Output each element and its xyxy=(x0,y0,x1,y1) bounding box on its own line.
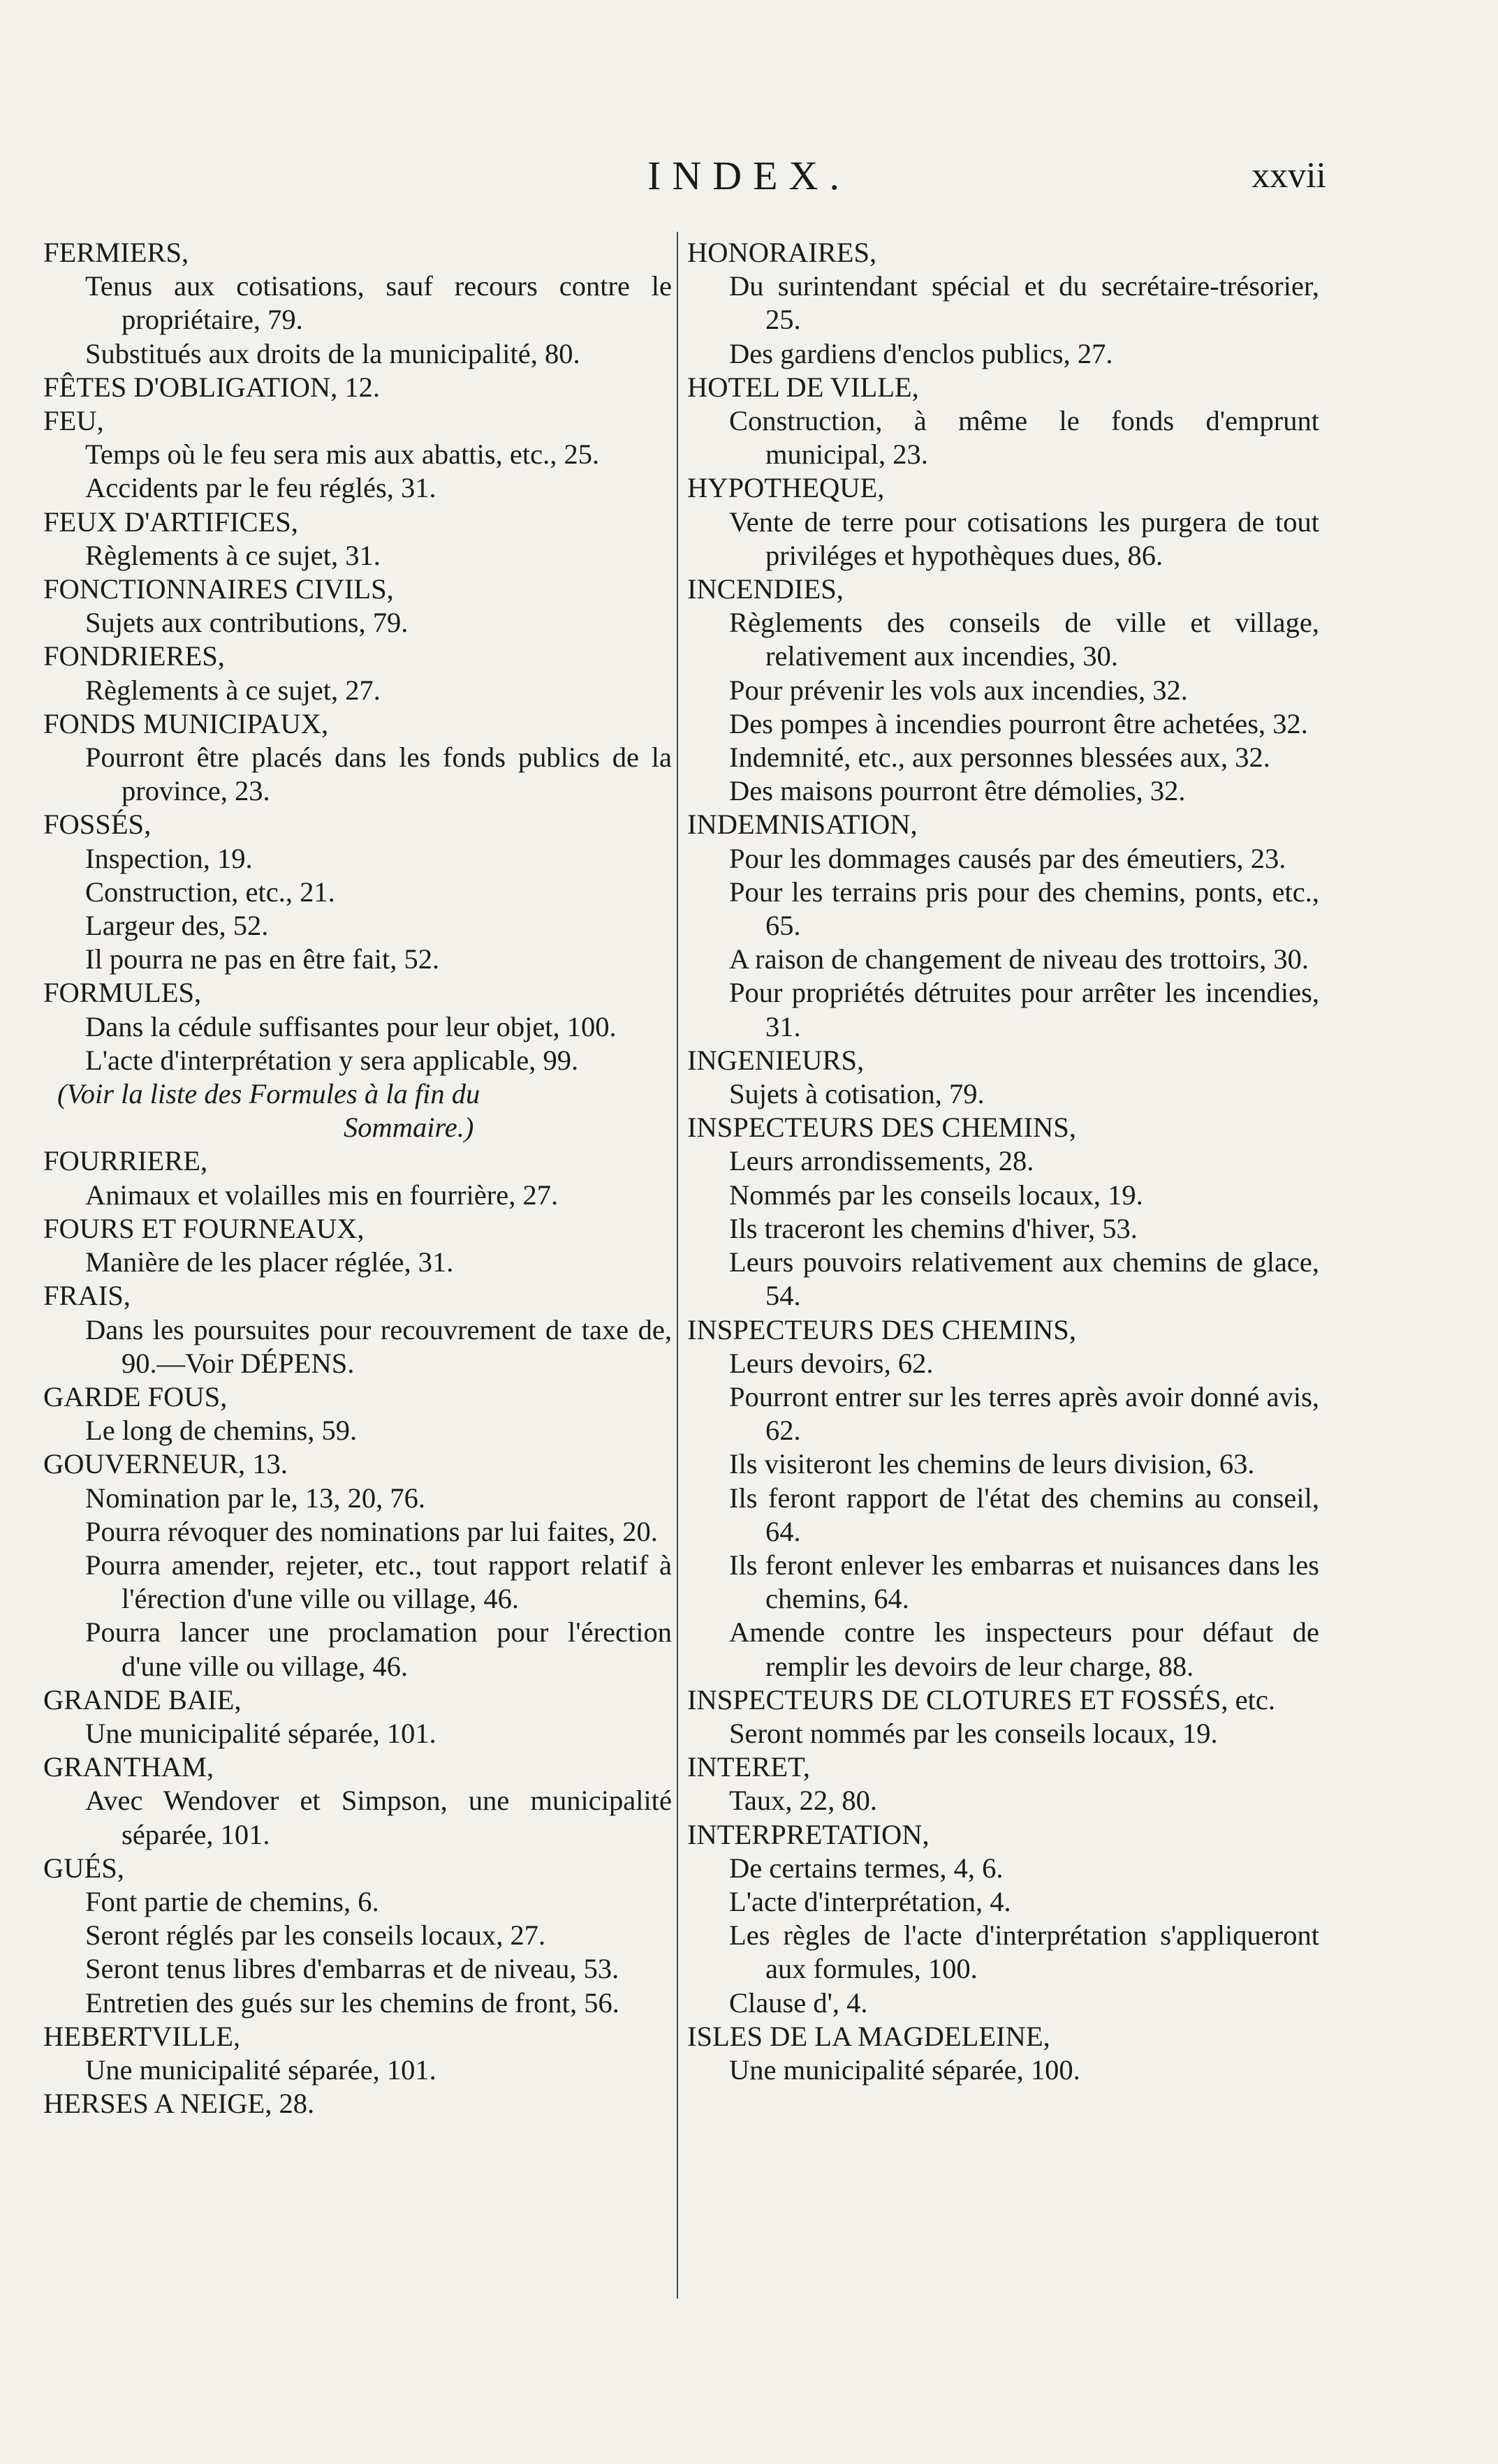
index-subentry: Accidents par le feu réglés, 31. xyxy=(85,472,436,504)
index-subentry: Largeur des, 52. xyxy=(85,910,269,942)
index-entry xyxy=(43,976,672,1077)
index-heading: FEU, xyxy=(43,405,104,437)
column-divider xyxy=(677,232,678,2299)
index-subentry: Leurs pouvoirs relativement aux chemins de glace, 54. xyxy=(729,1246,1319,1312)
page-number: xxvii xyxy=(1251,156,1326,196)
index-entry xyxy=(43,404,672,506)
index-subentry: Ils feront rapport de l'état des chemins au conseil, 64. xyxy=(729,1482,1319,1547)
index-subentry: Inspection, 19. xyxy=(85,842,253,874)
index-subentry: Temps où le feu sera mis aux abattis, etc., 25. xyxy=(85,438,600,471)
index-heading: FORMULES, xyxy=(43,977,202,1009)
index-heading: FOURS ET FOURNEAUX, xyxy=(43,1212,365,1244)
index-entry xyxy=(687,1044,1319,1111)
index-heading: INGENIEURS, xyxy=(687,1044,865,1076)
index-subentry: Seront tenus libres d'embarras et de niveau, 53. xyxy=(85,1953,619,1985)
index-heading: INTERPRETATION, xyxy=(687,1818,930,1850)
index-heading: GRANTHAM, xyxy=(43,1751,214,1783)
index-subentry: L'acte d'interprétation, 4. xyxy=(729,1885,1011,1917)
index-subentry: Ils feront enlever les embarras et nuisances dans les chemins, 64. xyxy=(729,1549,1319,1615)
index-heading: GRANDE BAIE, xyxy=(43,1683,242,1716)
index-subentry: Dans la cédule suffisantes pour leur objet, 100. xyxy=(85,1010,617,1042)
index-subentry: Pour les terrains pris pour des chemins, ponts, etc., 65. xyxy=(729,876,1319,942)
index-subentry: L'acte d'interprétation y sera applicable, 99. xyxy=(85,1044,579,1076)
index-subentry: Des maisons pourront être démolies, 32. xyxy=(729,775,1186,807)
index-subentry: Avec Wendover et Simpson, une municipalité séparée, 101. xyxy=(85,1785,672,1850)
index-subentry: Leurs devoirs, 62. xyxy=(729,1347,934,1379)
index-subentry: Pour propriétés détruites pour arrêter les incendies, 31. xyxy=(729,977,1319,1042)
index-heading: ISLES DE LA MAGDELEINE, xyxy=(687,2020,1050,2052)
index-heading: INTERET, xyxy=(687,1751,810,1783)
index-subentry: Une municipalité séparée, 101. xyxy=(85,2053,436,2086)
index-entry xyxy=(687,236,1319,371)
index-subentry: Taux, 22, 80. xyxy=(729,1785,878,1817)
index-subentry: Amende contre les inspecteurs pour défaut de remplir les devoirs de leur charge, 88. xyxy=(729,1616,1319,1682)
index-subentry: Des pompes à incendies pourront être achetées, 32. xyxy=(729,707,1308,739)
index-heading: GUÉS, xyxy=(43,1852,124,1884)
index-entry xyxy=(687,371,1319,472)
index-heading: HYPOTHEQUE, xyxy=(687,472,885,504)
index-entry xyxy=(687,1313,1319,1683)
index-heading: INSPECTEURS DE CLOTURES ET FOSSÉS, etc. xyxy=(687,1683,1275,1716)
index-subentry: Règlements des conseils de ville et village, relativement aux incendies, 30. xyxy=(729,607,1319,672)
index-entry xyxy=(43,1750,672,1852)
index-entry xyxy=(43,2087,672,2120)
index-subentry: Indemnité, etc., aux personnes blessées aux, 32. xyxy=(729,742,1270,774)
index-entry xyxy=(43,1212,672,1279)
index-subentry: Pour prévenir les vols aux incendies, 32. xyxy=(729,674,1188,706)
index-entry xyxy=(687,1750,1319,1817)
index-subentry: Clause d', 4. xyxy=(729,1986,868,2019)
index-entry xyxy=(43,371,672,404)
index-subentry: Seront réglés par les conseils locaux, 27. xyxy=(85,1919,546,1952)
index-heading: INSPECTEURS DES CHEMINS, xyxy=(687,1313,1076,1345)
index-entry xyxy=(687,1111,1319,1313)
index-entry xyxy=(43,1852,672,2020)
index-entry xyxy=(43,1447,672,1683)
index-heading: FÊTES D'OBLIGATION, 12. xyxy=(43,371,381,403)
index-column-right xyxy=(687,236,1319,2087)
index-subentry: Manière de les placer réglée, 31. xyxy=(85,1246,454,1278)
index-subentry: Dans les poursuites pour recouvrement de taxe de, 90.—Voir DÉPENS. xyxy=(85,1313,672,1379)
index-heading: INCENDIES, xyxy=(687,573,844,605)
index-subentry: Sujets aux contributions, 79. xyxy=(85,607,409,639)
page-title: INDEX. xyxy=(647,153,851,198)
index-subentry: Ils traceront les chemins d'hiver, 53. xyxy=(729,1212,1138,1244)
index-subentry: Pourra amender, rejeter, etc., tout rapport relatif à l'érection d'une ville ou village, 46. xyxy=(85,1549,672,1615)
index-subentry: Pourront être placés dans les fonds publics de la province, 23. xyxy=(85,742,672,807)
index-subentry: Nomination par le, 13, 20, 76. xyxy=(85,1482,426,1514)
index-subentry: Font partie de chemins, 6. xyxy=(85,1885,379,1917)
index-heading: FONCTIONNAIRES CIVILS, xyxy=(43,573,394,605)
index-heading: FONDRIERES, xyxy=(43,640,225,672)
index-heading: FEUX D'ARTIFICES, xyxy=(43,506,298,538)
index-heading: FOSSÉS, xyxy=(43,809,152,841)
index-entry xyxy=(687,1683,1319,1750)
index-subentry: Seront nommés par les conseils locaux, 19. xyxy=(729,1717,1218,1749)
index-subentry: Entretien des gués sur les chemins de front, 56. xyxy=(85,1986,619,2019)
index-heading: HEBERTVILLE, xyxy=(43,2020,241,2052)
index-entry xyxy=(43,808,672,976)
index-entry xyxy=(43,640,672,707)
index-entry xyxy=(687,2020,1319,2087)
index-entry xyxy=(43,1077,672,1144)
index-subentry: Règlements à ce sujet, 27. xyxy=(85,674,381,706)
index-subentry: Du surintendant spécial et du secrétaire-trésorier, 25. xyxy=(729,270,1319,336)
index-heading: FRAIS, xyxy=(43,1280,131,1312)
index-subentry: Construction, à même le fonds d'emprunt municipal, 23. xyxy=(729,405,1319,471)
index-subentry: Tenus aux cotisations, sauf recours contre le propriétaire, 79. xyxy=(85,270,672,336)
index-subentry: Le long de chemins, 59. xyxy=(85,1415,358,1447)
index-subentry: Une municipalité séparée, 101. xyxy=(85,1717,436,1749)
index-subentry: Ils visiteront les chemins de leurs division, 63. xyxy=(729,1448,1255,1480)
index-subentry: Pour les dommages causés par des émeutiers, 23. xyxy=(729,842,1286,874)
index-entry xyxy=(687,1818,1319,2020)
index-heading: INSPECTEURS DES CHEMINS, xyxy=(687,1112,1076,1144)
index-entry xyxy=(43,236,672,371)
index-entry xyxy=(43,2020,672,2087)
index-entry xyxy=(687,808,1319,1043)
index-subentry: Des gardiens d'enclos publics, 27. xyxy=(729,337,1113,369)
index-subentry: Une municipalité séparée, 100. xyxy=(729,2053,1080,2086)
index-subentry: Règlements à ce sujet, 31. xyxy=(85,539,381,571)
index-entry xyxy=(43,707,672,809)
index-entry xyxy=(43,1144,672,1211)
index-entry xyxy=(687,471,1319,573)
page-header xyxy=(0,152,1498,201)
index-heading: FONDS MUNICIPAUX, xyxy=(43,707,329,739)
index-entry xyxy=(43,573,672,640)
index-subentry: Sujets à cotisation, 79. xyxy=(729,1078,985,1110)
index-subentry: A raison de changement de niveau des trottoirs, 30. xyxy=(729,943,1309,975)
index-note: (Voir la liste des Formules à la fin du xyxy=(57,1078,480,1110)
index-heading: GARDE FOUS, xyxy=(43,1380,228,1412)
index-subentry: Il pourra ne pas en être fait, 52. xyxy=(85,943,440,975)
index-subentry: Vente de terre pour cotisations les purgera de tout priviléges et hypothèques dues, 86. xyxy=(729,506,1319,571)
index-subentry: Leurs arrondissements, 28. xyxy=(729,1145,1034,1177)
index-subentry: Substitués aux droits de la municipalité, 80. xyxy=(85,337,580,369)
index-heading: FOURRIERE, xyxy=(43,1145,208,1177)
index-note-continued: Sommaire.) xyxy=(344,1112,474,1144)
index-heading: HERSES A NEIGE, 28. xyxy=(43,2088,315,2120)
index-heading: INDEMNISATION, xyxy=(687,809,918,841)
index-heading: HONORAIRES, xyxy=(687,237,877,268)
index-subentry: Nommés par les conseils locaux, 19. xyxy=(729,1179,1143,1211)
index-subentry: Pourra révoquer des nominations par lui faites, 20. xyxy=(85,1515,658,1547)
index-subentry: Construction, etc., 21. xyxy=(85,876,335,908)
index-subentry: Les règles de l'acte d'interprétation s'appliqueront aux formules, 100. xyxy=(729,1919,1319,1985)
index-heading: FERMIERS, xyxy=(43,237,189,268)
index-entry xyxy=(43,1683,672,1750)
index-subentry: Pourra lancer une proclamation pour l'érection d'une ville ou village, 46. xyxy=(85,1616,672,1682)
index-heading: HOTEL DE VILLE, xyxy=(687,371,919,403)
index-entry xyxy=(43,1380,672,1447)
index-subentry: Pourront entrer sur les terres après avoir donné avis, 62. xyxy=(729,1380,1319,1447)
index-subentry: Animaux et volailles mis en fourrière, 27. xyxy=(85,1179,559,1211)
index-entry xyxy=(687,573,1319,808)
index-subentry: De certains termes, 4, 6. xyxy=(729,1852,1004,1884)
index-heading: GOUVERNEUR, 13. xyxy=(43,1448,288,1480)
index-entry xyxy=(43,506,672,573)
index-entry xyxy=(43,1279,672,1380)
index-column-left xyxy=(43,236,672,2120)
